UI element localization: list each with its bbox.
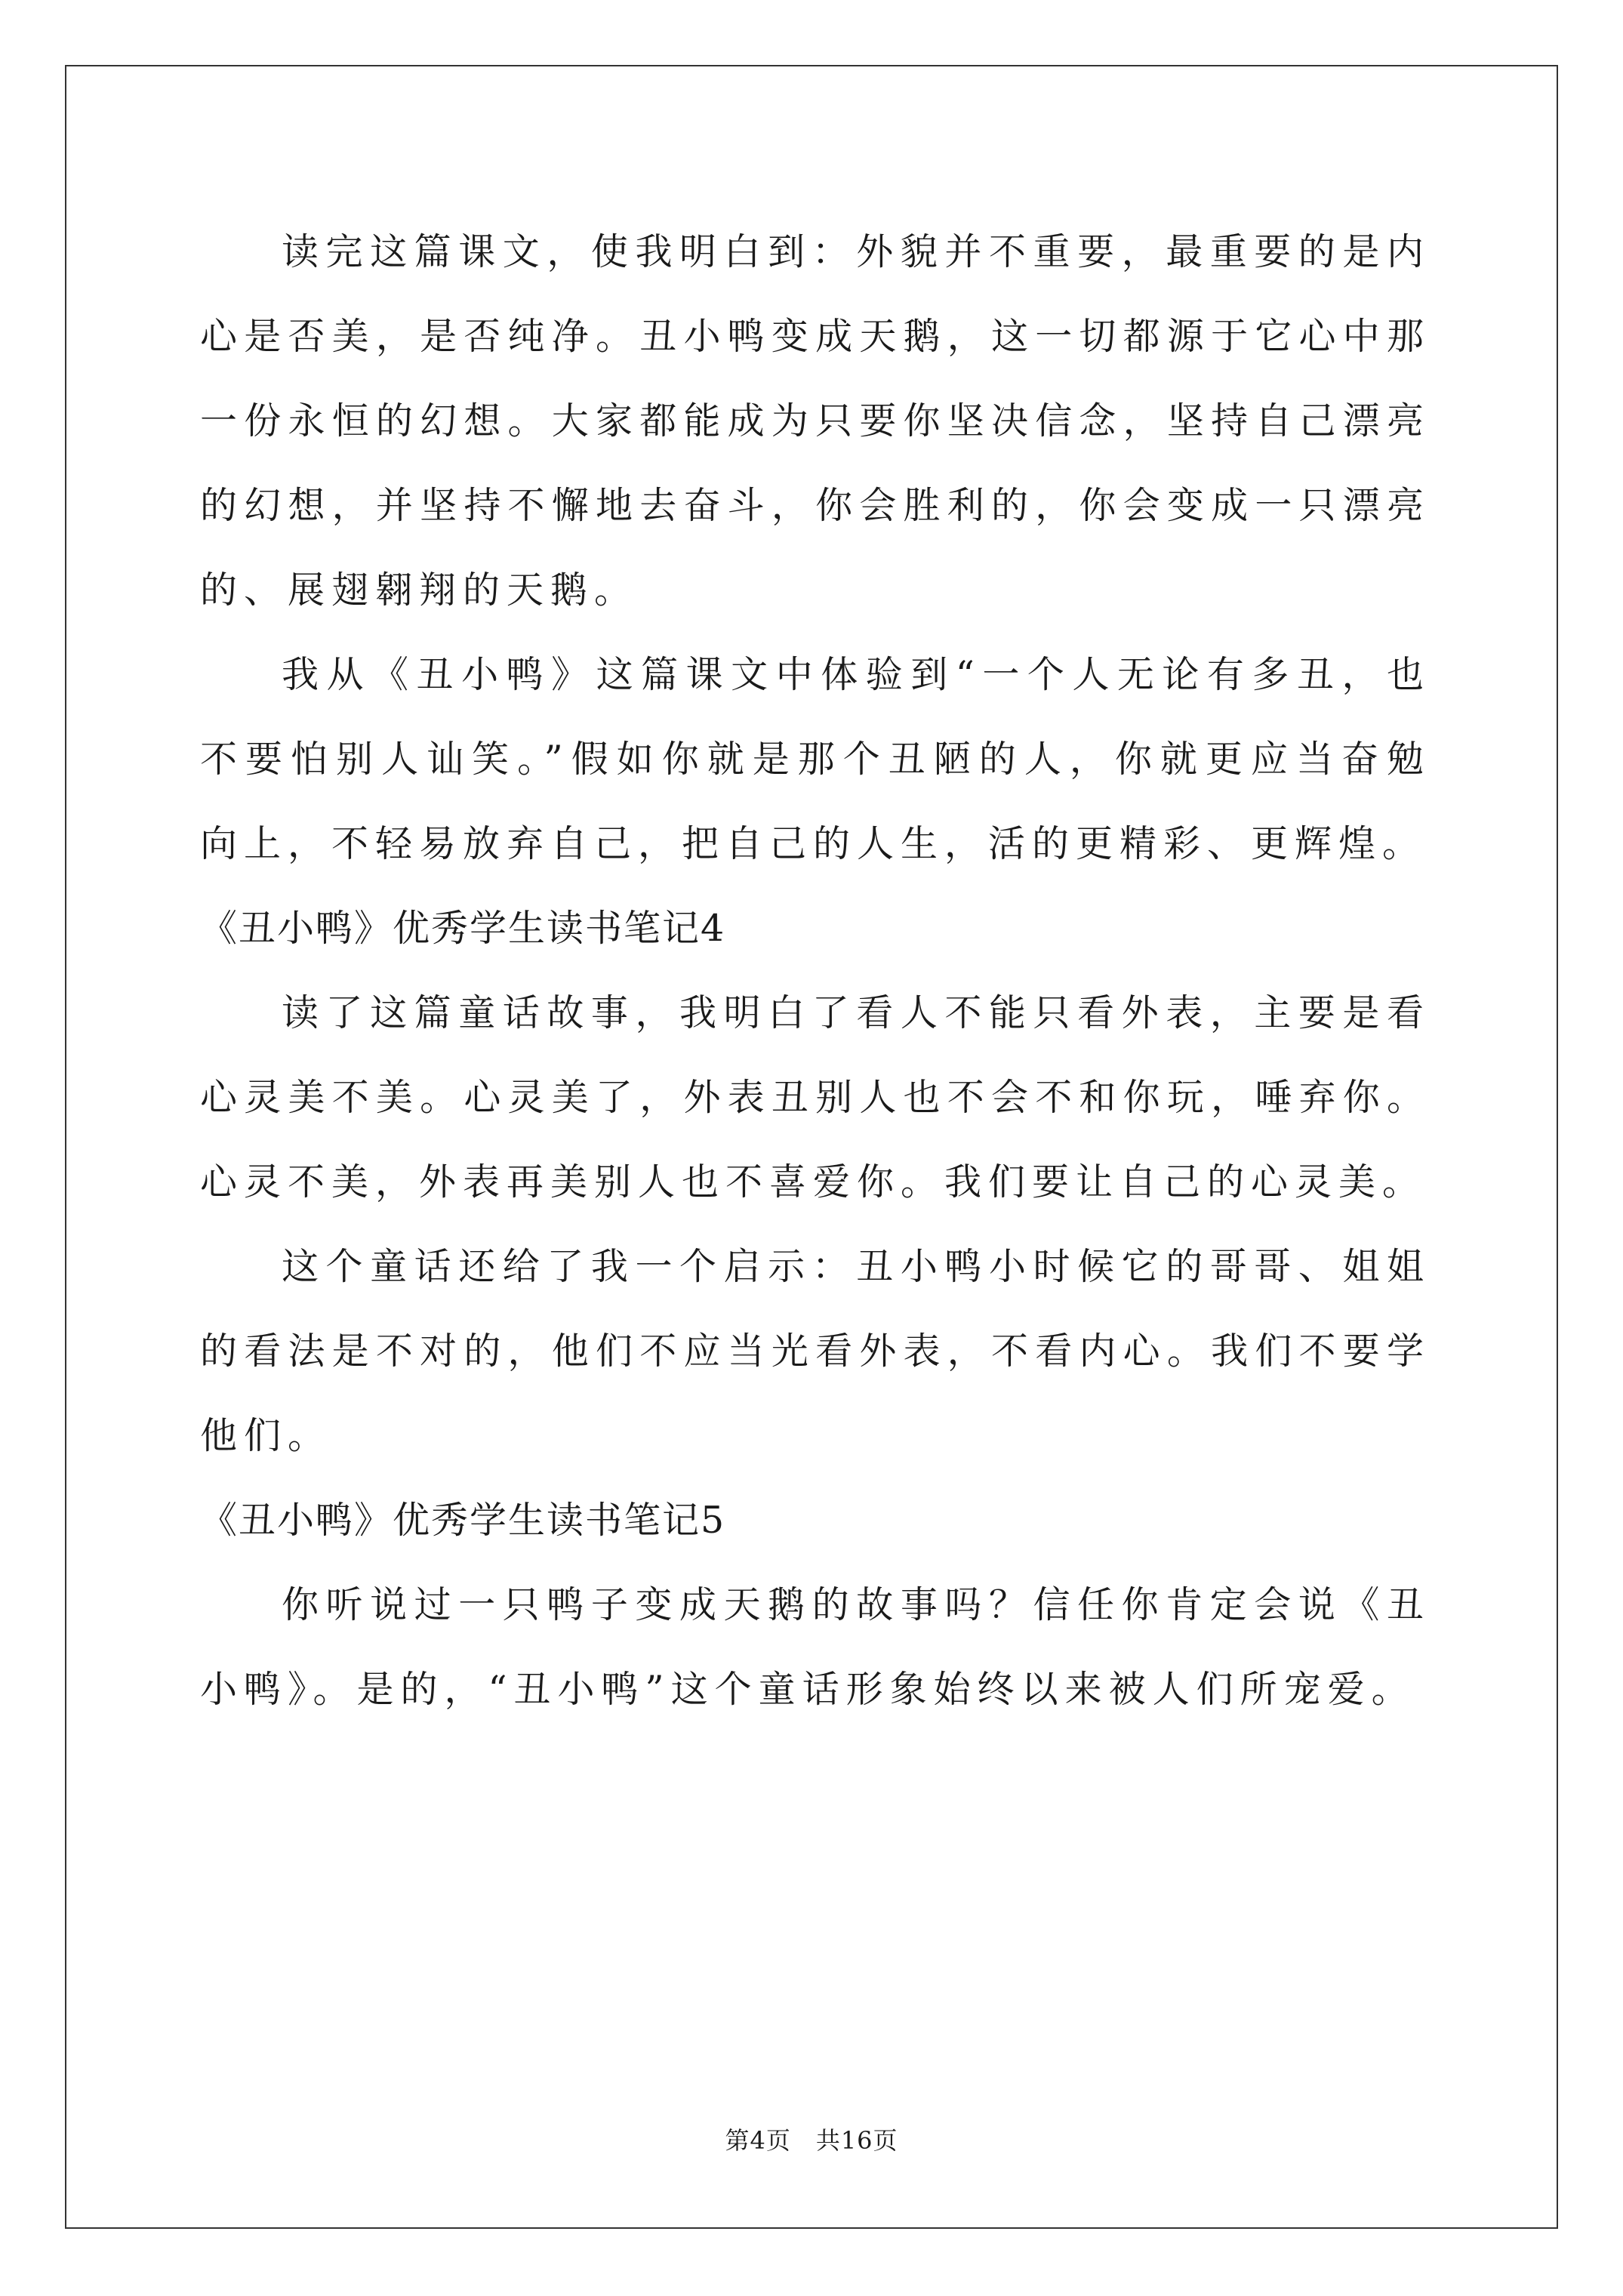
page-number-footer: 第4页 共16页 [725,2126,898,2155]
section-heading: 《丑小鸭》优秀学生读书笔记4 [200,907,726,950]
paragraph: 读了这篇童话故事，我明白了看人不能只看外表，主要是看心灵美不美。心灵美了，外表丑别人也不会不和你玩，唾弃你。心灵不美，外表再美别人也不喜爱你。我们要让自己的心灵美。 [200,991,1431,1203]
paragraph: 我从《丑小鸭》这篇课文中体验到“一个人无论有多丑，也不要怕别人讪笑。”假如你就是那个丑陋的人，你就更应当奋勉向上，不轻易放弃自己，把自己的人生，活的更精彩、更辉煌。 [200,653,1431,865]
document-body [200,210,1431,1732]
section-heading: 《丑小鸭》优秀学生读书笔记5 [200,1499,726,1542]
paragraph: 这个童话还给了我一个启示：丑小鸭小时候它的哥哥、姐姐的看法是不对的，他们不应当光看外表，不看内心。我们不要学他们。 [200,1245,1431,1457]
paragraph: 你听说过一只鸭子变成天鹅的故事吗？信任你肯定会说《丑小鸭》。是的，“丑小鸭”这个童话形象始终以来被人们所宠爱。 [200,1583,1431,1711]
paragraph: 读完这篇课文，使我明白到：外貌并不重要，最重要的是内心是否美，是否纯净。丑小鸭变成天鹅，这一切都源于它心中那一份永恒的幻想。大家都能成为只要你坚决信念，坚持自己漂亮的幻想，并坚持不懈地去奋斗，你会胜利的，你会变成一只漂亮的、展翅翱翔的天鹅。 [200,230,1431,612]
